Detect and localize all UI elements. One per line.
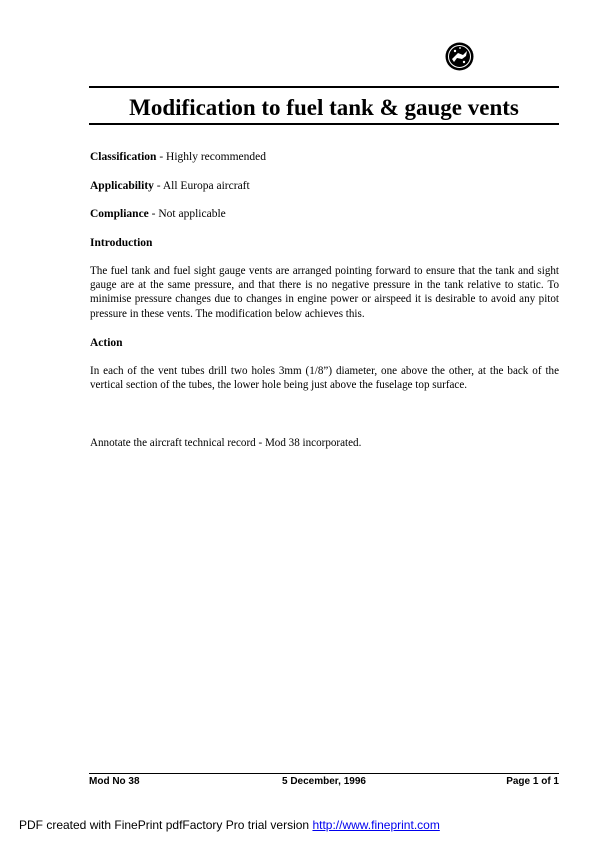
page-title: Modification to fuel tank & gauge vents	[129, 95, 519, 120]
pdf-creator-note	[19, 818, 440, 832]
fineprint-link[interactable]: http://www.fineprint.com	[312, 818, 440, 832]
action-paragraph: In each of the vent tubes drill two holes 3mm (1/8”) diameter, one above the other, at the back of the vertical section of the tubes, the lower hole being just above the fuselage top surface.	[90, 365, 559, 392]
applicability-label: Applicability	[90, 180, 154, 192]
pdf-note-text: PDF created with FinePrint pdfFactory Pro trial version	[19, 818, 313, 832]
title-top-rule	[89, 86, 559, 88]
compliance-line	[90, 207, 226, 221]
footer-date: 5 December, 1996	[282, 776, 366, 787]
footer-page-number: Page 1 of 1	[506, 776, 559, 787]
introduction-paragraph: The fuel tank and fuel sight gauge vents are arranged pointing forward to ensure that the tank and sight gauge are at the same pressure, and that there is no negative pressure in the tank relative to static. To minimise pressure changes due to changes in engine power or airspeed it is desirable to avoid any pitot pressure in these vents. The modification below achieves this.	[90, 265, 559, 320]
applicability-value: - All Europa aircraft	[153, 180, 250, 192]
annotate-paragraph: Annotate the aircraft technical record - Mod 38 incorporated.	[90, 437, 362, 449]
classification-line	[90, 150, 266, 164]
classification-value: - Highly recommended	[156, 151, 266, 163]
compliance-label: Compliance	[90, 208, 149, 220]
action-heading: Action	[90, 337, 123, 349]
compliance-value: - Not applicable	[148, 208, 226, 220]
introduction-heading: Introduction	[90, 237, 153, 249]
title-bottom-rule	[89, 123, 559, 125]
footer-mod-number: Mod No 38	[89, 776, 140, 787]
applicability-line	[90, 179, 250, 193]
classification-label: Classification	[90, 151, 157, 163]
footer-rule	[89, 773, 559, 774]
europa-aircraft-logo-icon	[445, 42, 474, 71]
